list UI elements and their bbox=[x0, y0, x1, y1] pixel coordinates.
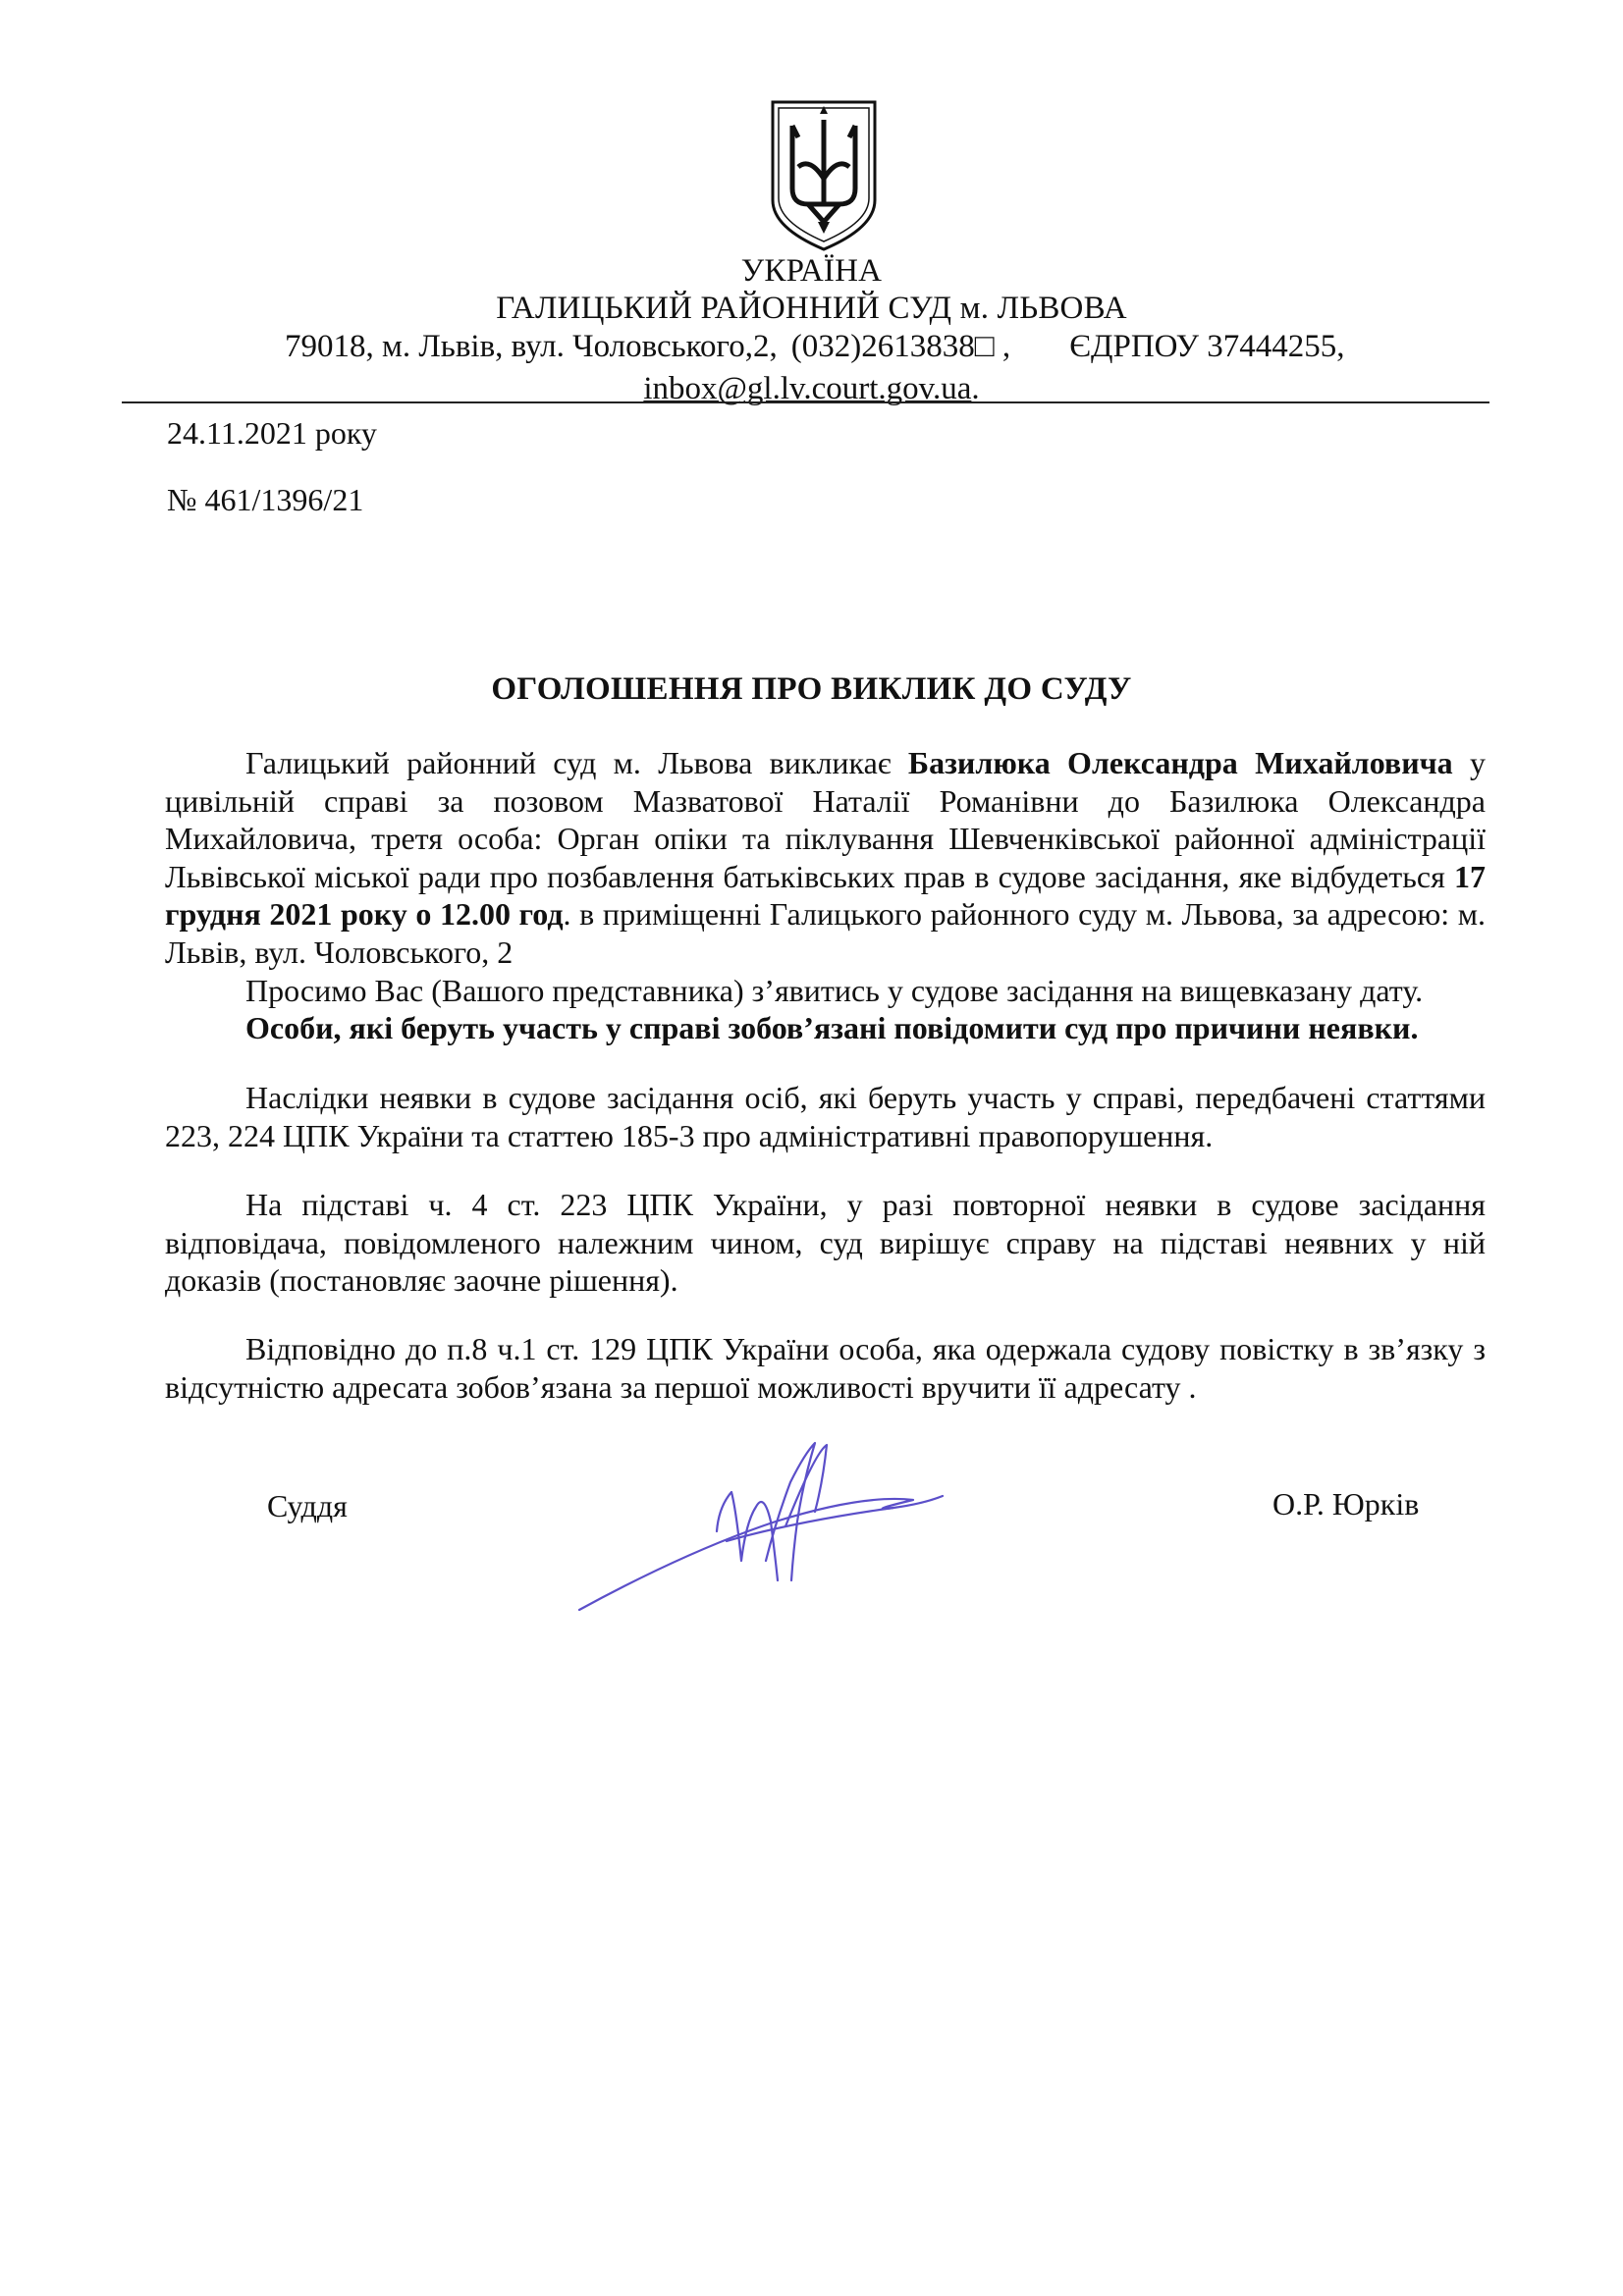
default-judgment-paragraph: На підставі ч. 4 ст. 223 ЦПК України, у разі повторної неявки в судове засідання відповідача, повідомленого належним чином, суд вирішує справу на підставі неявних у ній доказів (постановляє заочне рішення). bbox=[165, 1187, 1486, 1298]
summons-paragraph bbox=[165, 744, 1486, 971]
signatory-name: О.Р. Юрків bbox=[1272, 1486, 1420, 1522]
court-phone: (032)2613838□ , bbox=[790, 329, 1011, 364]
summons-text-end: . в приміщенні Галицького районного суду м. Львова, за адресою: м. Львів, вул. Чоловського, 2 bbox=[165, 896, 1487, 970]
email-suffix: . bbox=[971, 371, 980, 406]
document-date: 24.11.2021 року bbox=[167, 415, 377, 451]
handwritten-signature bbox=[569, 1414, 962, 1629]
country-heading: УКРАЇНА bbox=[740, 253, 883, 289]
summons-text-start: Галицький районний суд м. Львова викликає bbox=[245, 745, 908, 780]
header-divider bbox=[122, 401, 1489, 403]
consequences-paragraph: Наслідки неявки в судове засідання осіб, які беруть участь у справі, передбачені статтями 223, 224 ЦПК України та статтею 185-3 про адміністративні правопорушення. bbox=[165, 1080, 1486, 1153]
summons-text-middle: у цивільній справі за позовом Мазватової Наталії Романівни до Базилюка Олександра Михайловича, третя особа: Орган опіки та піклування Шевченківської районної адміністрації Львівської міської ради про позбавлення батьківських прав в судове засідання, яке відбудеться bbox=[165, 745, 1487, 894]
appearance-request-paragraph: Просимо Вас (Вашого представника) з’явитись у судове засідання на вищевказану дату. bbox=[245, 973, 1424, 1008]
court-name-heading: ГАЛИЦЬКИЙ РАЙОННИЙ СУД м. ЛЬВОВА bbox=[496, 291, 1127, 326]
notify-obligation-paragraph: Особи, які беруть участь у справі зобов’язані повідомити суд про причини неявки. bbox=[245, 1010, 1419, 1045]
hearing-datetime: 17 грудня 2021 року о 12.00 год bbox=[165, 858, 1486, 932]
court-email-link[interactable]: inbox@gl.lv.court.gov.ua bbox=[643, 371, 972, 406]
court-address: 79018, м. Львів, вул. Чоловського,2, bbox=[285, 329, 778, 364]
court-address-line bbox=[285, 327, 1345, 366]
delivery-obligation-paragraph: Відповідно до п.8 ч.1 ст. 129 ЦПК України особа, яка одержала судову повістку в зв’язку з відсутністю адресата зобов’язана за першої можливості вручити її адресату . bbox=[165, 1331, 1486, 1405]
court-edrpou: ЄДРПОУ 37444255, bbox=[1069, 329, 1345, 364]
signatory-role: Суддя bbox=[267, 1488, 348, 1523]
notice-title: ОГОЛОШЕННЯ ПРО ВИКЛИК ДО СУДУ bbox=[491, 671, 1132, 707]
defendant-name: Базилюка Олександра Михайловича bbox=[907, 745, 1453, 780]
trident-emblem-icon bbox=[769, 98, 879, 253]
document-number: № 461/1396/21 bbox=[167, 482, 364, 517]
